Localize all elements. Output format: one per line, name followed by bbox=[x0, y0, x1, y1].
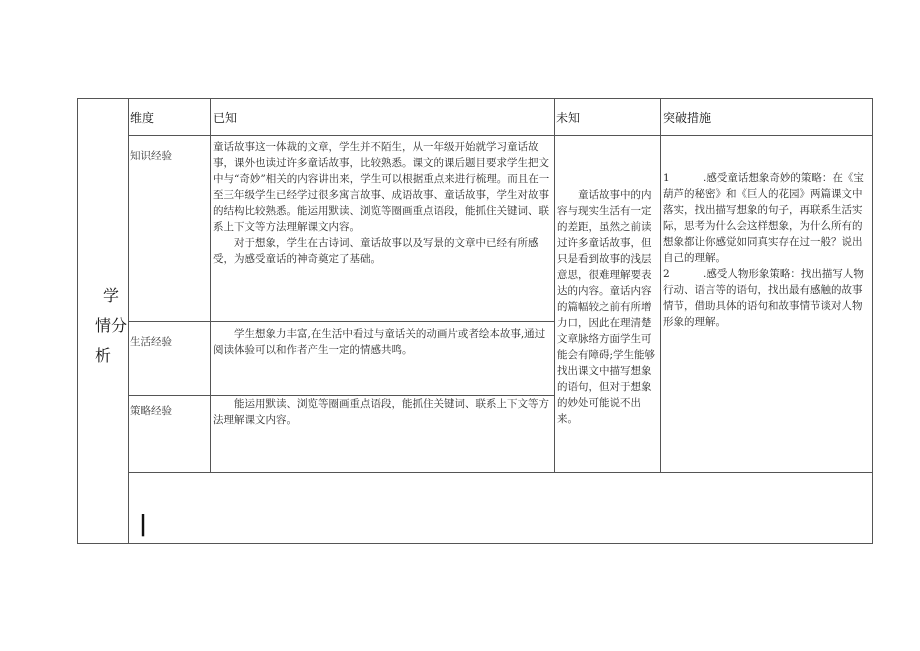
side-title bbox=[95, 281, 135, 371]
table-right-border bbox=[872, 98, 873, 544]
row-label-knowledge: 知识经验 bbox=[130, 150, 172, 162]
measure-2-number: 2 bbox=[663, 268, 670, 280]
measure-1 bbox=[663, 170, 870, 266]
row-knowledge-bottom-border bbox=[128, 321, 554, 322]
header-unknown: 未知 bbox=[556, 111, 581, 125]
table-top-border bbox=[77, 98, 873, 99]
measure-1-number: 1 bbox=[663, 172, 670, 184]
known-knowledge-paragraph-2: 对于想象，学生在古诗词、童话故事以及写景的文章中已经有所感受，为感受童话的神奇奠定了基础。 bbox=[213, 237, 539, 265]
table-bottom-border bbox=[77, 543, 873, 544]
known-life-cell: 学生想象力丰富,在生活中看过与童话关的动画片或者绘本故事,通过阅读体验可以和作者产生一定的情感共鸣。 bbox=[213, 328, 546, 356]
row-label-strategy: 策略经验 bbox=[130, 405, 172, 417]
measure-2-text: .感受人物形象策略：找出描写人物行动、语言等的语句，找出最有感触的故事情节，借助具体的语句和故事情节谈对人物形象的理解。 bbox=[663, 268, 864, 328]
header-bottom-border bbox=[128, 135, 873, 136]
measure-1-text: .感受童话想象奇妙的策略：在《宝葫芦的秘密》和《巨人的花园》两篇课文中落实，找出描写想象的句子，再联系生活实际，思考为什么会这样想象，为什么所有的想象都让你感觉如同真实存在过一般？说出自己的理解。 bbox=[663, 172, 864, 264]
row-label-life: 生活经验 bbox=[130, 336, 172, 348]
content-bottom-border bbox=[128, 472, 873, 473]
unknown-column-border bbox=[660, 98, 661, 473]
side-title-line-1: 学 bbox=[103, 286, 120, 305]
known-knowledge-paragraph-1: 童话故事这一体裁的文章，学生并不陌生，从一年级开始就学习童话故事，课外也读过许多童话故事，比较熟悉。课文的课后题目要求学生把文中与“奇妙”相关的内容讲出来，学生可以根据重点来进行梳理。而且在一至三年级学生已经学过很多寓言故事、成语故事、童话故事，学生对故事的结构比较熟悉。能运用默读、浏览等圈画重点语段，能抓住关键词、联系上下文等方法理解课文内容。 bbox=[213, 141, 550, 233]
header-measures: 突破措施 bbox=[663, 111, 712, 125]
side-title-line-3: 析 bbox=[95, 346, 112, 365]
dimension-column-border bbox=[210, 98, 211, 473]
known-strategy-cell: 能运用默读、浏览等圈画重点语段，能抓住关键词、联系上下文等方法理解课文内容。 bbox=[213, 398, 549, 426]
text-cursor-mark: | bbox=[139, 512, 148, 537]
table-left-border bbox=[77, 98, 78, 544]
header-known: 已知 bbox=[213, 111, 238, 125]
known-column-border bbox=[554, 98, 555, 473]
measure-2 bbox=[663, 266, 870, 330]
known-knowledge-cell bbox=[213, 139, 551, 267]
measures-cell bbox=[663, 170, 870, 330]
side-title-line-2: 情分 bbox=[95, 316, 128, 335]
unknown-cell: 童话故事中的内容与现实生活有一定的差距，虽然之前读过许多童话故事，但只是看到故事的浅层意思，很难理解要表达的内容。童话内容的篇幅较之前有所增力口，因此在理清楚文章脉络方面学生可能会有障碍;学生能够找出课文中描写想象的语句，但对于想象的妙处可能说不出来。 bbox=[557, 189, 656, 425]
header-dimension: 维度 bbox=[130, 111, 155, 125]
